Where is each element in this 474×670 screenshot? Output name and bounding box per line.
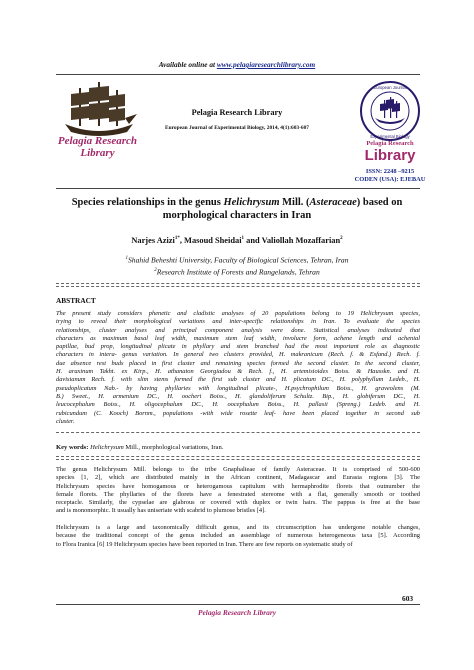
available-online-line (0, 60, 474, 69)
article-title (40, 196, 434, 222)
issn: ISSN: 2248 –9215 (365, 168, 415, 175)
svg-text:European Journal: European Journal (373, 85, 407, 90)
dashed-divider-bottom (56, 456, 420, 457)
affiliation-1: $^1$Shahid Beheshti University, Faculty of Biological Sciences, Tehran, Iran (125, 255, 349, 265)
title-line-2: morphological characters in Iran (162, 210, 312, 221)
publisher-name: Pelagia Research Library (191, 108, 283, 117)
abstract-line: due absence rest buds placed in first cluster and remaining species formed the second cluster. In the second cluster, (56, 359, 420, 367)
abstract-line: relationships, cluster analyses and principal component analysis were done. Statistical analyses indicated that (56, 326, 420, 334)
paragraph-line: The genus Helichrysum Mill. belongs to the tribe Gnaphalieae of family Asteraceae. It is comprised of 500-600 (56, 466, 420, 473)
dashed-divider-top (56, 283, 420, 284)
paragraph-line: because the traditional concept of the genus included an assemblage of numerous heterogeneous taxa [5]. According (56, 532, 420, 540)
svg-text:Experimental Biology: Experimental Biology (370, 134, 410, 139)
dashed-divider-mid (56, 432, 420, 433)
abstract-line: papillae, bud prop, longitudinal plicate in phyllary and stem branched had the most important role as diagnostic (56, 343, 420, 351)
dashed-divider-top-2 (56, 286, 420, 287)
abstract-line: rubicundum (C. Kooch) Bornm., populations -with wide rosette leaf- have been placed together in second sub (56, 409, 420, 417)
paragraph-line: female florets. The phyllaries of the florets have a fenestrated stereome with a flat, generally smooth or toothed (56, 490, 420, 498)
abstract-line: davisianum Rech. f. with slim stems formed the first sub cluster and H. plicatum DC., H. polyphyllum Ledeb., H. (56, 376, 420, 384)
intro-paragraph-2 (56, 524, 420, 549)
paragraph-line: receptacle. Similarly, the cypselae are glabrous or covered with duplex or twin hairs. The pappus is free at the base (56, 499, 420, 507)
footer-rule (56, 604, 420, 605)
coden: CODEN (USA): EJEBAU (354, 176, 426, 183)
title-line-1: Species relationships in the genus Helichrysum Mill. (Asteraceae) based on (71, 197, 403, 208)
footer-library: Pelagia Research Library (197, 608, 276, 617)
abstract-line: trying to reveal their morphological variations and inter-specific relationships in Iran. To evaluate the species (56, 318, 420, 326)
header-rule (56, 74, 420, 75)
paragraph-line: Helichrysum species have homogamous or heterogamous capitulum with hermaphrodite florets that outnumber the (56, 482, 420, 490)
dashed-divider-bottom-2 (56, 459, 420, 460)
abstract-line: characters in intera- genus variation. In general two clusters provided, H. makranicum (Rech. f. & Esfand.) Rech. f. (56, 351, 420, 359)
left-logo-text-line2: Library (80, 147, 115, 159)
author-3: Valiollah Mozaffarian (261, 236, 341, 245)
journal-citation: European Journal of Experimental Biology, 2014, 4(1):603-607 (165, 125, 309, 131)
right-logo-text-line2: Library (364, 147, 416, 164)
abstract-line: B.) Sweet., H. armenium DC., H. oocheri Boiss., H. glandoliferum Schultz. Bip., H. globiferum DC., H. (56, 392, 420, 400)
right-journal-logo (342, 80, 438, 188)
journal-url-link[interactable]: www.pelagiaresearchlibrary.com (216, 60, 316, 69)
author-list: Narjes Azizi$^{1*}$, Masoud Sheidai$^1$ and Valiollah Mozaffarian$^2$ (131, 236, 343, 245)
abstract-heading: ABSTRACT (56, 296, 96, 305)
author-1: Narjes Azizi (131, 236, 175, 245)
abstract-line: leucocephalum Boiss., H. oligocephalum DC., H. oocephalum Boiss., H. pallasii (Spreng.) Ledeb. and H. (56, 401, 420, 409)
paragraph-line: Helichrysum is a large and taxonomically difficult genus, and its circumscription has undergone notable changes, (56, 524, 420, 531)
journal-seal-icon (355, 80, 425, 142)
available-prefix: Available online at (158, 60, 215, 69)
abstract-line: cluster. (56, 417, 75, 425)
keywords-label: Key words: (56, 444, 89, 451)
paragraph-line: and is monomorphic. It usually has uniseriate with scabrid to plumose bristles [4]. (56, 507, 266, 515)
affiliation-2: $^2$Research Institute of Forests and Rangelands, Tehran (154, 267, 320, 277)
ship-logo-icon (59, 80, 139, 142)
abstract-line: The present study considers phenetic and cladistic analyses of 20 populations belong to 19 Helichrysum species, (56, 310, 420, 317)
left-logo-text-line1: Pelagia Research (57, 135, 138, 147)
page-number: 603 (402, 594, 414, 603)
left-publisher-logo (55, 80, 140, 162)
abstract-body (56, 310, 420, 426)
affiliations (40, 254, 434, 277)
intro-paragraph-1 (56, 466, 420, 516)
paragraph-line: species [1, 2], which are distributed mainly in the African continent, Madagascar and Eurasia regions [3]. The (56, 474, 420, 482)
abstract-line: characters as maximum basal leaf width, maximum stem leaf width, involucre form, achene length and achenial (56, 334, 420, 342)
abstract-line: pseudoplicatum Nab.- by having phyllaries with longitudinal plicate-, H.psychrophilum Boiss., H. graveolens (M. (56, 384, 420, 392)
right-logo-text-line1: Pelagia Research (366, 140, 414, 147)
keywords: Key words: Helichrysum Mill., morphological variations, Iran. (56, 444, 224, 451)
author-2: Masoud Sheidai (184, 236, 242, 245)
abstract-line: H. araxinum Takht. ex Kirp., H. athanaton Georgiadou & Rech. f., H. artemisioides Boiss. & Hausskn. and H. (56, 368, 420, 376)
header-bottom-rule (56, 188, 420, 189)
paragraph-line: to Flora Iranica [6] 19 Helichrysum species have been reported in Iran. There are few reports on systematic study of (56, 540, 353, 548)
